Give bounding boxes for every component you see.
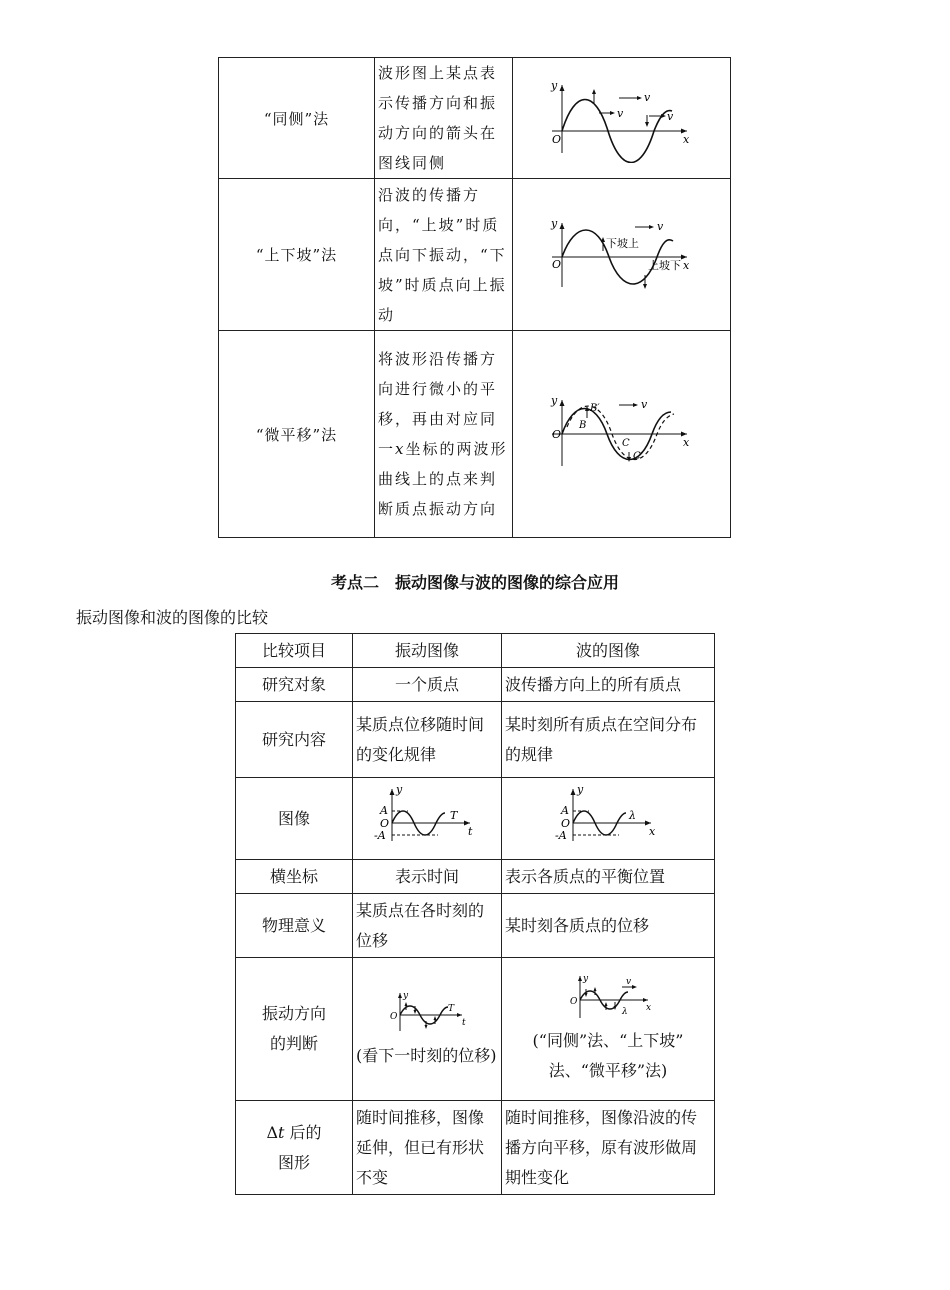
wave-direction-cell: y O v λ x (“同侧”法、“上下坡” 法、“微平移”法) <box>502 958 715 1101</box>
vibration-direction-graph <box>382 989 472 1035</box>
table-row <box>236 668 715 702</box>
wave-cell: 表示各质点的平衡位置 <box>502 860 715 894</box>
wave-graph <box>553 783 663 845</box>
methods-table <box>218 57 731 538</box>
vibration-cell: 某质点在各时刻的位移 <box>353 894 502 958</box>
table-row <box>236 860 715 894</box>
velocity-label: v <box>643 91 650 104</box>
header-wave: 波的图像 <box>502 634 715 668</box>
method-row-shift <box>219 331 731 538</box>
table-row <box>236 702 715 778</box>
vibration-cell: 某质点位移随时间的变化规律 <box>353 702 502 778</box>
time-axis-label: t <box>462 1018 466 1028</box>
y-axis-label: y <box>403 991 409 1001</box>
header-item: 比较项目 <box>236 634 353 668</box>
x-axis-label: x <box>682 133 689 146</box>
x-axis-label: x <box>646 1003 652 1013</box>
origin-label: O <box>561 816 571 830</box>
row-item: 振动方向 的判断 <box>236 958 353 1101</box>
velocity-label: v <box>640 398 647 411</box>
method-name: “同侧”法 <box>219 58 375 179</box>
vibration-cell: 随时间推移，图像延伸，但已有形状不变 <box>353 1101 502 1195</box>
x-axis-label: x <box>682 258 689 272</box>
origin-label: O <box>551 257 561 271</box>
method-description: 将波形沿传播方向进行微小的平移，再由对应同一x坐标的两波形曲线上的点来判断质点振动方向 <box>375 331 513 538</box>
x-axis-label: x <box>682 436 689 449</box>
method-description: 沿波的传播方向，“上坡”时质点向下振动，“下坡”时质点向上振动 <box>375 179 513 331</box>
amplitude-label: A <box>561 803 569 817</box>
row-item: 横坐标 <box>236 860 353 894</box>
velocity-label: v <box>626 977 632 987</box>
y-axis-label: y <box>550 79 557 92</box>
section-heading: 考点二 振动图像与波的图像的综合应用 <box>330 573 619 592</box>
comparison-table <box>235 633 715 1195</box>
vibration-cell: 一个质点 <box>353 668 502 702</box>
period-label: T <box>448 1004 455 1014</box>
header-vibration: 振动图像 <box>353 634 502 668</box>
y-axis-label: y <box>550 394 557 407</box>
method-row-same-side <box>219 58 731 179</box>
x-axis-label: x <box>649 824 656 838</box>
origin-label: O <box>380 816 390 830</box>
method-row-slope <box>219 179 731 331</box>
method-description: 波形图上某点表示传播方向和振动方向的箭头在图线同侧 <box>375 58 513 179</box>
wave-cell: 随时间推移，图像沿波的传播方向平移，原有波形做周期性变化 <box>502 1101 715 1195</box>
velocity-label: v <box>616 107 623 120</box>
negative-amplitude-label: -A <box>374 828 386 842</box>
row-item: 研究对象 <box>236 668 353 702</box>
y-axis-label: y <box>577 782 584 796</box>
shift-wave-figure <box>547 394 697 474</box>
row-item: 物理意义 <box>236 894 353 958</box>
origin-label: O <box>551 133 561 146</box>
period-label: T <box>450 808 458 822</box>
table-row <box>236 1101 715 1195</box>
intro-text: 振动图像和波的图像的比较 <box>76 608 269 627</box>
velocity-label: v <box>656 219 663 233</box>
point-c-prime-label: C′ <box>632 451 643 462</box>
slope-wave-figure <box>547 215 697 295</box>
vibration-cell: 表示时间 <box>353 860 502 894</box>
time-axis-label: t <box>468 824 473 838</box>
table-row <box>236 778 715 860</box>
method-name: “上下坡”法 <box>219 179 375 331</box>
point-b-label: B <box>578 420 586 431</box>
table-row <box>236 894 715 958</box>
origin-label: O <box>551 428 561 441</box>
row-item: Δt 后的 图形 <box>236 1101 353 1195</box>
downhill-label: 下坡上 <box>605 236 639 250</box>
y-axis-label: y <box>583 974 589 984</box>
amplitude-label: A <box>380 803 388 817</box>
table-header-row <box>236 634 715 668</box>
point-b-prime-label: B′ <box>589 403 600 414</box>
row-item: 研究内容 <box>236 702 353 778</box>
table-row <box>236 958 715 1101</box>
slope-figure-cell <box>513 179 731 331</box>
velocity-label: v <box>666 110 673 123</box>
y-axis-label: y <box>550 216 557 230</box>
point-c-label: C <box>621 438 630 449</box>
method-name: “微平移”法 <box>219 331 375 538</box>
uphill-label: 上坡下 <box>647 258 681 272</box>
wavelength-label: λ <box>622 1007 628 1017</box>
origin-label: O <box>570 997 578 1007</box>
wave-cell: 某时刻各质点的位移 <box>502 894 715 958</box>
wave-direction-graph <box>558 972 658 1022</box>
wavelength-label: λ <box>629 808 636 822</box>
wave-cell: 波传播方向上的所有质点 <box>502 668 715 702</box>
vibration-direction-cell: y O T t (看下一时刻的位移) <box>353 958 502 1101</box>
wave-graph-cell <box>502 778 715 860</box>
same-side-figure-cell <box>513 58 731 179</box>
wave-cell: 某时刻所有质点在空间分布的规律 <box>502 702 715 778</box>
row-item: 图像 <box>236 778 353 860</box>
shift-figure-cell <box>513 331 731 538</box>
same-side-wave-figure <box>547 73 697 163</box>
vibration-graph-cell <box>353 778 502 860</box>
y-axis-label: y <box>396 782 403 796</box>
vibration-graph <box>372 783 482 845</box>
origin-label: O <box>390 1012 398 1022</box>
negative-amplitude-label: -A <box>555 828 567 842</box>
